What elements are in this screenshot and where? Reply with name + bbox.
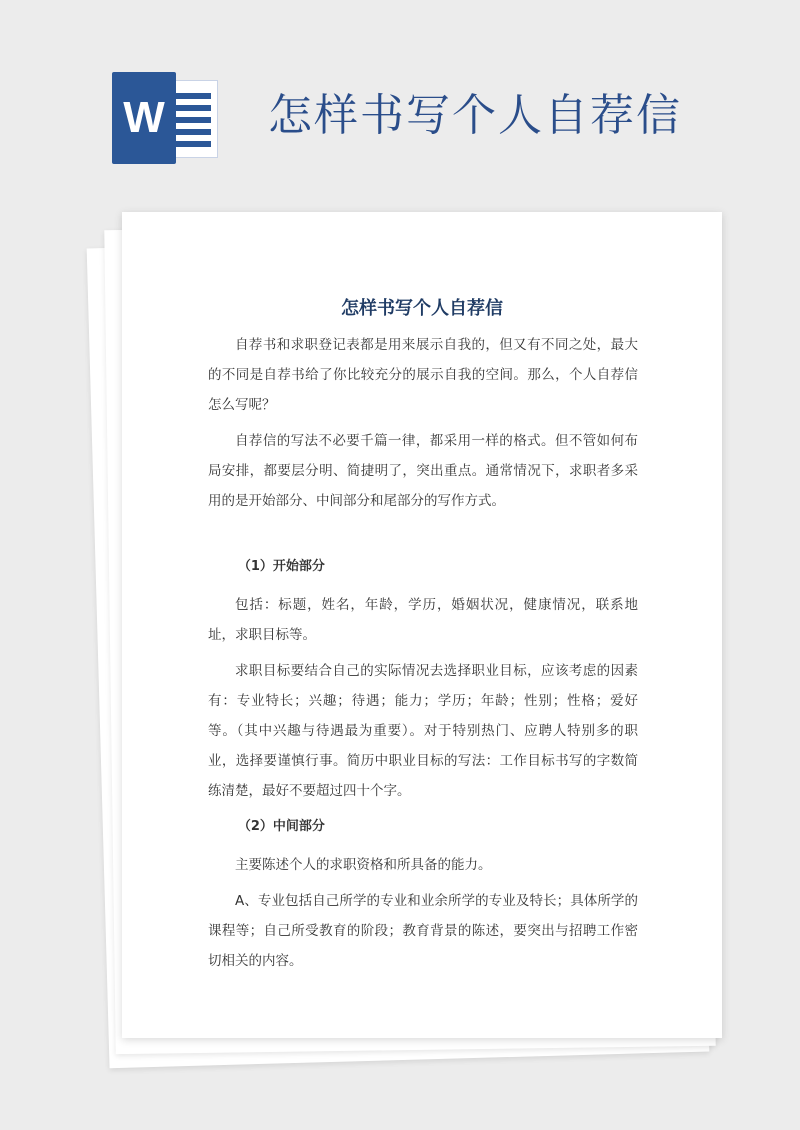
document-title: 怎样书写个人自荐信 <box>341 298 503 319</box>
paragraph-major: A、专业包括自己所学的专业和业余所学的专业及特长；具体所学的课程等；自己所受教育的阶段；教育背景的陈述，要突出与招聘工作密切相关的内容。 <box>208 893 638 969</box>
paragraph-career-goal: 求职目标要结合自己的实际情况去选择职业目标，应该考虑的因素有：专业特长；兴趣；待遇；能力；学历；年龄；性别；性格；爱好等。（其中兴趣与待遇最为重要）。对于特别热门、应聘人特别多的职业，选择要谨慎行事。简历中职业目标的写法：工作目标书写的字数简练清楚，最好不要超过四十个字。 <box>208 663 638 799</box>
section-heading-middle: （2）中间部分 <box>237 819 325 834</box>
paragraph-start-contents: 包括：标题，姓名，年龄，学历，婚姻状况，健康情况，联系地址，求职目标等。 <box>208 597 638 643</box>
word-logo <box>112 72 216 164</box>
document-page <box>122 212 722 1038</box>
document-body <box>208 330 638 982</box>
page-title: 怎样书写个人自荐信 <box>268 90 682 141</box>
word-doc-icon: W <box>112 72 176 164</box>
paragraph-format: 自荐信的写法不必要千篇一律，都采用一样的格式。但不管如何布局安排，都要层分明、简捷明了，突出重点。通常情况下，求职者多采用的是开始部分、中间部分和尾部分的写作方式。 <box>208 433 638 509</box>
section-heading-start: （1）开始部分 <box>237 559 325 574</box>
paragraph-middle-summary: 主要陈述个人的求职资格和所具备的能力。 <box>235 857 492 873</box>
paragraph-intro: 自荐书和求职登记表都是用来展示自我的，但又有不同之处，最大的不同是自荐书给了你比较充分的展示自我的空间。那么，个人自荐信怎么写呢？ <box>208 337 638 413</box>
